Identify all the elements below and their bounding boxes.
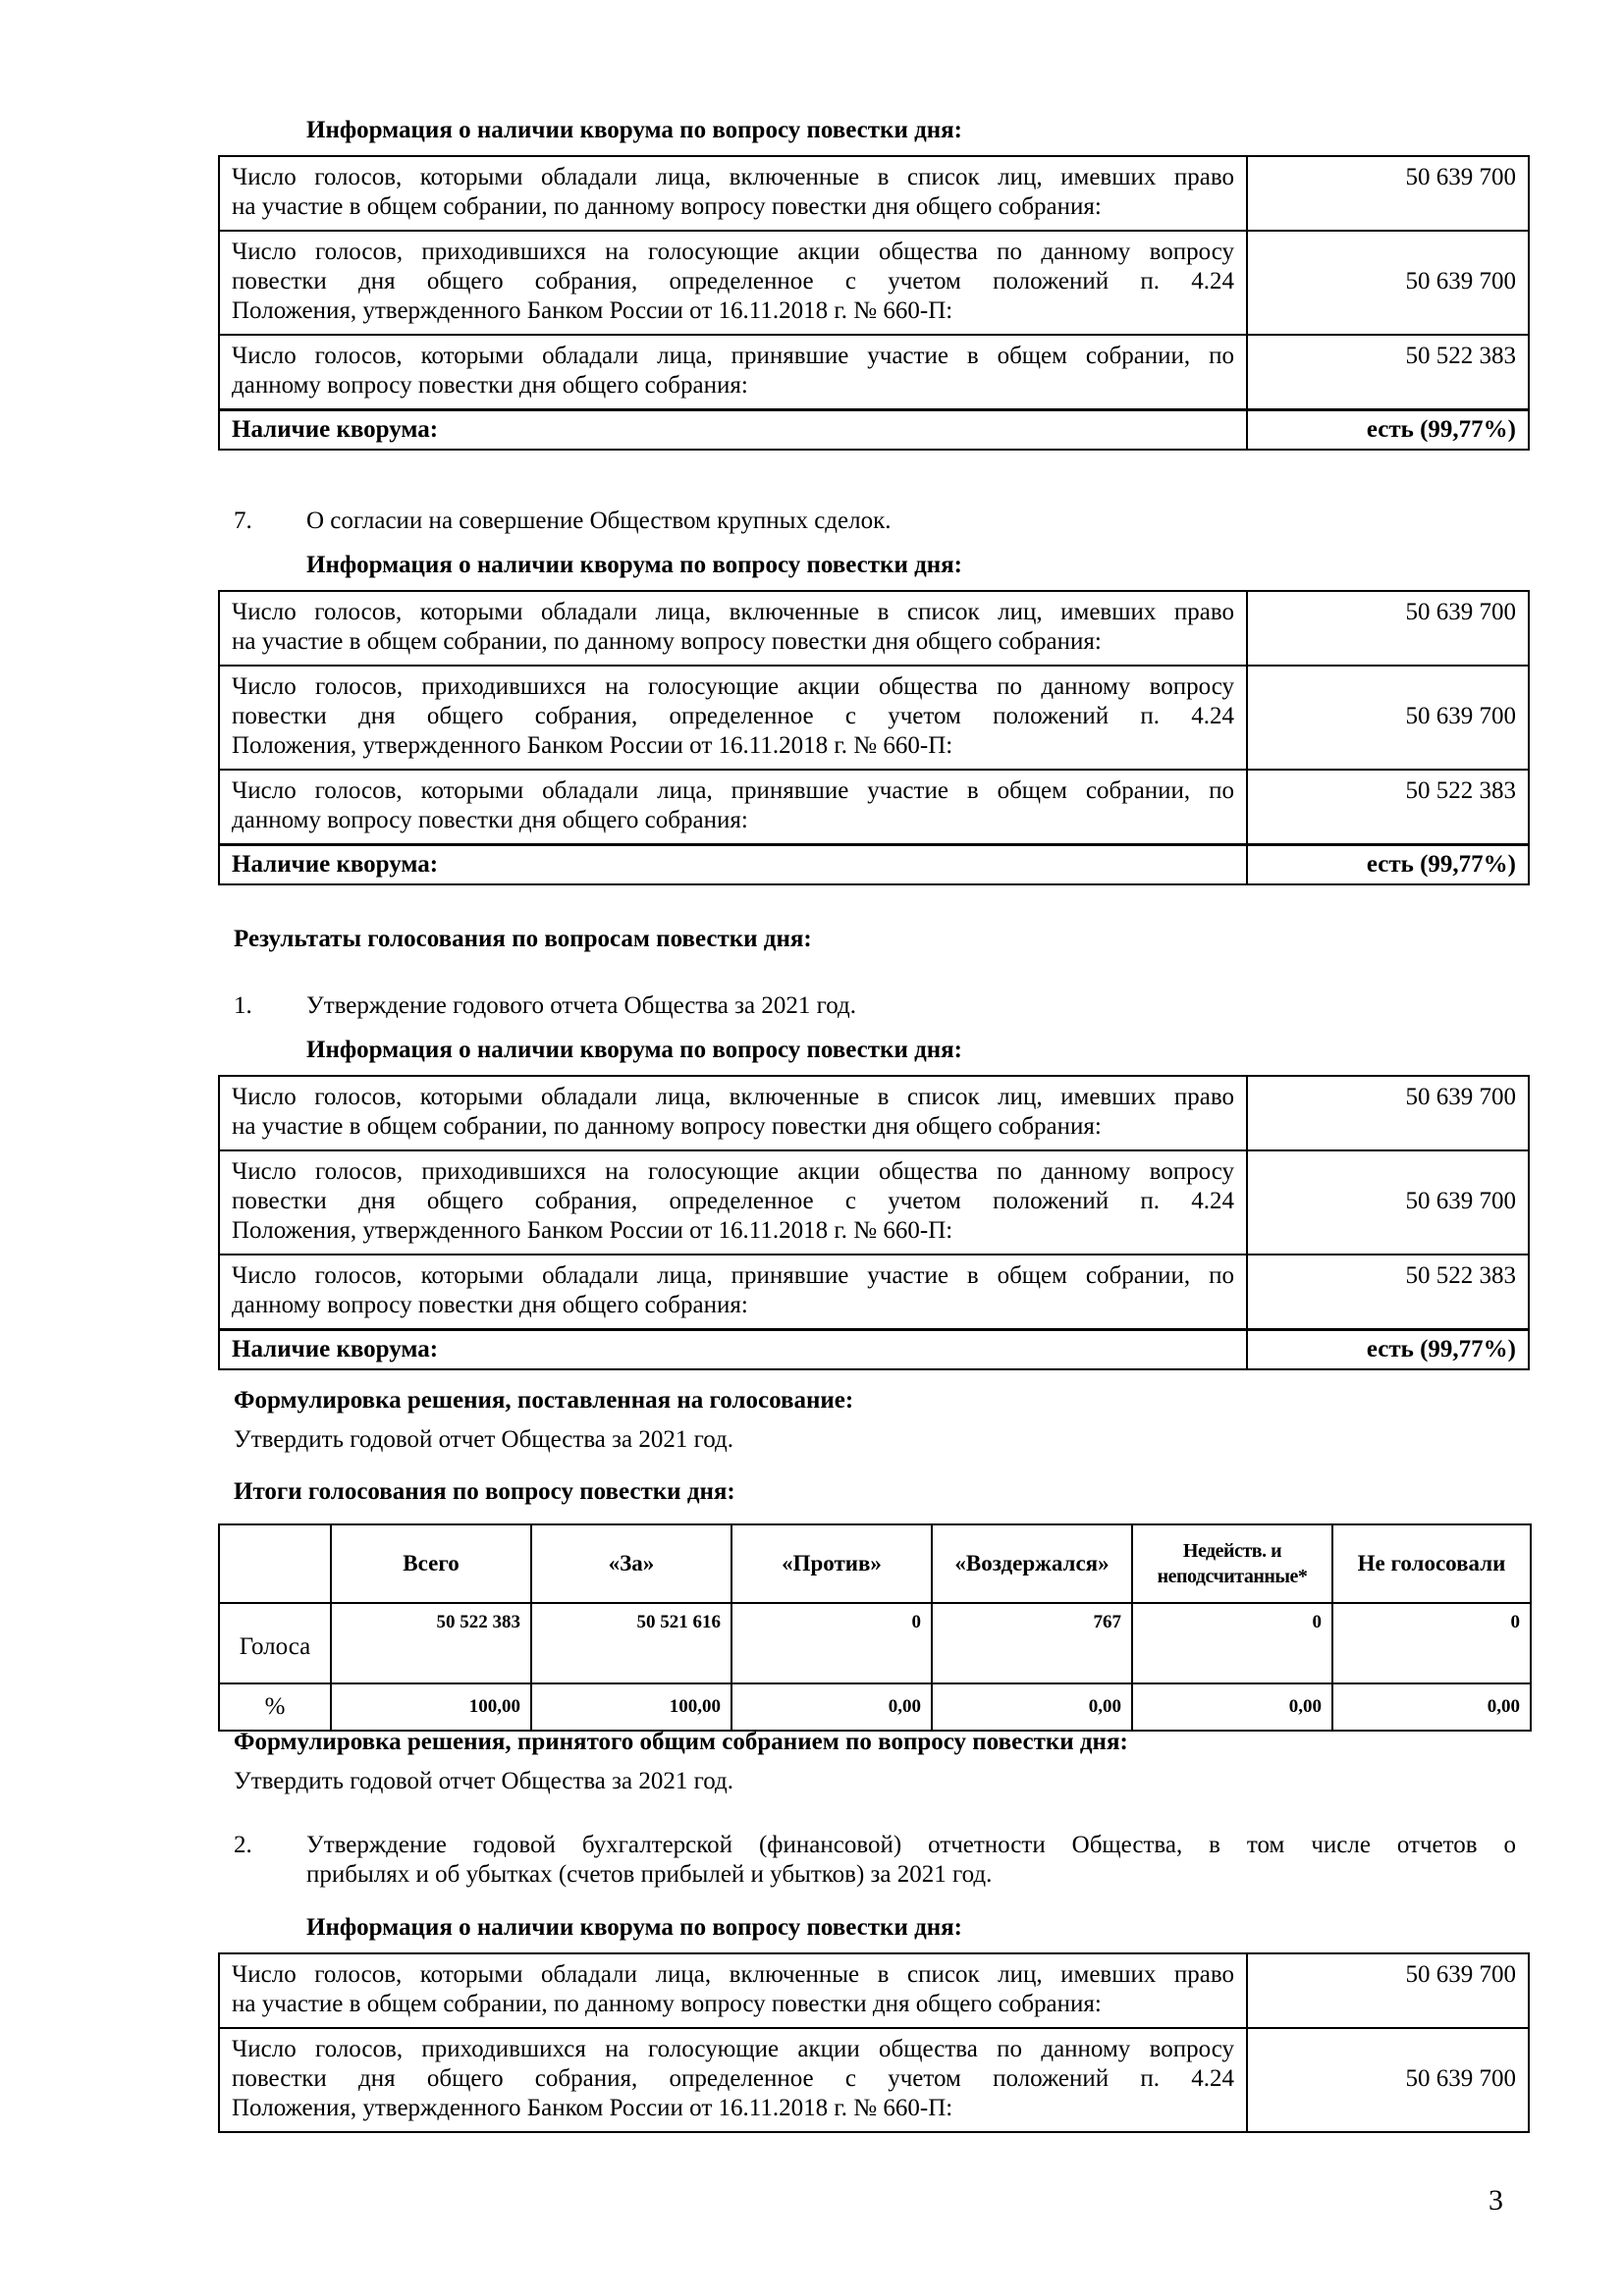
table-row [219, 156, 1529, 231]
quorum-row-value: 50 639 700 [1247, 1953, 1529, 2028]
quorum-row-value: 50 522 383 [1247, 335, 1529, 410]
table-row [219, 666, 1529, 770]
agenda-item-number: 7. [234, 507, 252, 534]
pct-label: % [219, 1683, 331, 1731]
pct-for: 100,00 [531, 1683, 731, 1731]
header-invalid: Недейств. и неподсчитанные* [1132, 1524, 1332, 1603]
quorum-row-label: Число голосов, которыми обладали лица, включенные в список лиц, имевших право на участие в общем собрании, по данному вопросу повестки дня общего собрания: [219, 1953, 1247, 2028]
agenda-item-text: О согласии на совершение Обществом крупных сделок. [306, 507, 892, 534]
table-row [219, 1076, 1529, 1150]
agenda-item-text: Утверждение годовой бухгалтерской (финансовой) отчетности Общества, в том числе отчетов о прибылях и об убытках (счетов прибылей и убытков) за 2021 год. [306, 1832, 1516, 1888]
quorum-row-value: 50 639 700 [1247, 666, 1529, 770]
agenda-item-number: 2. [234, 1832, 252, 1858]
table-row [219, 1150, 1529, 1255]
quorum-value: есть (99,77%) [1247, 410, 1529, 451]
table-row [219, 1953, 1529, 2028]
quorum-row-label: Число голосов, которыми обладали лица, включенные в список лиц, имевших право на участие в общем собрании, по данному вопросу повестки дня общего собрания: [219, 1076, 1247, 1150]
quorum-label: Наличие кворума: [219, 410, 1247, 451]
decision-put-text: Утвердить годовой отчет Общества за 2021 год. [234, 1426, 733, 1453]
header-empty [219, 1524, 331, 1603]
header-abstain: «Воздержался» [932, 1524, 1132, 1603]
quorum-value: есть (99,77%) [1247, 1330, 1529, 1370]
quorum-row-label: Число голосов, которыми обладали лица, принявшие участие в общем собрании, по данному вопросу повестки дня общего собрания: [219, 770, 1247, 845]
quorum-label: Наличие кворума: [219, 1330, 1247, 1370]
quorum-row-value: 50 639 700 [1247, 2028, 1529, 2132]
table-row [219, 2028, 1529, 2132]
quorum-table [218, 155, 1530, 451]
table-row [219, 410, 1529, 451]
table-row [219, 1683, 1531, 1731]
quorum-row-label: Число голосов, приходившихся на голосующие акции общества по данному вопросу повестки дня общего собрания, определенное с учетом положений п. 4.24 Положения, утвержденного Банком России от 16.11.2018 г. № 660-П: [219, 666, 1247, 770]
quorum-value: есть (99,77%) [1247, 845, 1529, 885]
votes-not-voted: 0 [1332, 1603, 1531, 1683]
quorum-header: Информация о наличии кворума по вопросу повестки дня: [306, 1914, 962, 1941]
quorum-row-label: Число голосов, приходившихся на голосующие акции общества по данному вопросу повестки дня общего собрания, определенное с учетом положений п. 4.24 Положения, утвержденного Банком России от 16.11.2018 г. № 660-П: [219, 1150, 1247, 1255]
quorum-header: Информация о наличии кворума по вопросу повестки дня: [306, 1037, 962, 1063]
table-row [219, 1330, 1529, 1370]
quorum-row-label: Число голосов, которыми обладали лица, включенные в список лиц, имевших право на участие в общем собрании, по данному вопросу повестки дня общего собрания: [219, 156, 1247, 231]
agenda-item-number: 1. [234, 992, 252, 1019]
agenda-item-text: Утверждение годового отчета Общества за 2021 год. [306, 992, 856, 1019]
quorum-table [218, 1952, 1530, 2133]
header-for: «За» [531, 1524, 731, 1603]
quorum-table [218, 1075, 1530, 1370]
quorum-row-value: 50 639 700 [1247, 591, 1529, 666]
pct-against: 0,00 [731, 1683, 932, 1731]
quorum-row-label: Число голосов, которыми обладали лица, включенные в список лиц, имевших право на участие в общем собрании, по данному вопросу повестки дня общего собрания: [219, 591, 1247, 666]
quorum-row-value: 50 639 700 [1247, 156, 1529, 231]
header-total: Всего [331, 1524, 531, 1603]
decision-taken-text: Утвердить годовой отчет Общества за 2021 год. [234, 1768, 733, 1794]
header-against: «Против» [731, 1524, 932, 1603]
quorum-header: Информация о наличии кворума по вопросу повестки дня: [306, 552, 962, 578]
quorum-label: Наличие кворума: [219, 845, 1247, 885]
votes-abstain: 767 [932, 1603, 1132, 1683]
votes-for: 50 521 616 [531, 1603, 731, 1683]
quorum-row-label: Число голосов, приходившихся на голосующие акции общества по данному вопросу повестки дня общего собрания, определенное с учетом положений п. 4.24 Положения, утвержденного Банком России от 16.11.2018 г. № 660-П: [219, 2028, 1247, 2132]
quorum-row-label: Число голосов, которыми обладали лица, принявшие участие в общем собрании, по данному вопросу повестки дня общего собрания: [219, 335, 1247, 410]
quorum-row-label: Число голосов, приходившихся на голосующие акции общества по данному вопросу повестки дня общего собрания, определенное с учетом положений п. 4.24 Положения, утвержденного Банком России от 16.11.2018 г. № 660-П: [219, 231, 1247, 335]
voting-table [218, 1523, 1532, 1732]
votes-against: 0 [731, 1603, 932, 1683]
page-number: 3 [1489, 2184, 1503, 2216]
decision-put-title: Формулировка решения, поставленная на голосование: [234, 1387, 854, 1414]
decision-taken-title: Формулировка решения, принятого общим собранием по вопросу повестки дня: [234, 1729, 1128, 1755]
quorum-table [218, 590, 1530, 885]
results-title: Результаты голосования по вопросам повестки дня: [234, 926, 812, 952]
table-row [219, 231, 1529, 335]
pct-invalid: 0,00 [1132, 1683, 1332, 1731]
quorum-row-value: 50 522 383 [1247, 1255, 1529, 1330]
table-row [219, 335, 1529, 410]
table-row [219, 591, 1529, 666]
header-not-voted: Не голосовали [1332, 1524, 1531, 1603]
table-row [219, 770, 1529, 845]
table-row [219, 1524, 1531, 1603]
table-row [219, 1603, 1531, 1683]
quorum-row-value: 50 639 700 [1247, 1076, 1529, 1150]
votes-invalid: 0 [1132, 1603, 1332, 1683]
quorum-row-value: 50 639 700 [1247, 1150, 1529, 1255]
quorum-row-value: 50 639 700 [1247, 231, 1529, 335]
votes-label: Голоса [219, 1603, 331, 1683]
voting-title: Итоги голосования по вопросу повестки дня: [234, 1478, 735, 1505]
pct-not-voted: 0,00 [1332, 1683, 1531, 1731]
pct-abstain: 0,00 [932, 1683, 1132, 1731]
table-row [219, 1255, 1529, 1330]
quorum-header: Информация о наличии кворума по вопросу повестки дня: [306, 117, 962, 143]
pct-total: 100,00 [331, 1683, 531, 1731]
quorum-row-value: 50 522 383 [1247, 770, 1529, 845]
quorum-row-label: Число голосов, которыми обладали лица, принявшие участие в общем собрании, по данному вопросу повестки дня общего собрания: [219, 1255, 1247, 1330]
table-row [219, 845, 1529, 885]
votes-total: 50 522 383 [331, 1603, 531, 1683]
